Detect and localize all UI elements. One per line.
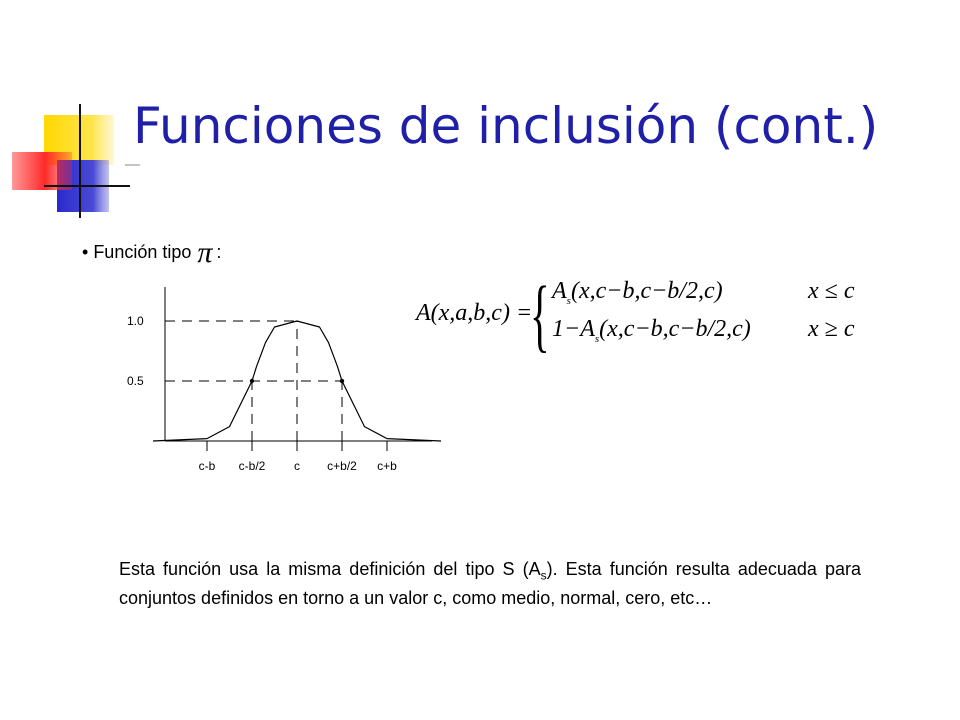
para-part2: ). Esta función resulta adecuada para conjuntos definidos en torno a un valor c, como medio, normal, cero, etc…	[119, 559, 861, 608]
page-title: Funciones de inclusión (cont.)	[133, 97, 879, 155]
x-tick-label: c	[294, 459, 300, 473]
case1-prefix: A	[552, 278, 567, 304]
case1-args: (x,c−b,c−b/2,c)	[570, 278, 723, 304]
case2-sub: s	[594, 333, 600, 345]
formula-cond-2: x ≥ c	[808, 316, 855, 342]
formula-brace: {	[530, 269, 550, 360]
crossover-point	[340, 379, 344, 383]
case2-prefix: 1−A	[552, 316, 595, 342]
pi-symbol: π	[197, 236, 213, 269]
para-part1: Esta función usa la misma definición del tipo S (A	[119, 559, 541, 579]
crossover-point	[250, 379, 254, 383]
bullet-dot: •	[82, 242, 94, 262]
formula-lhs: A(x,a,b,c) =	[416, 300, 533, 326]
bullet-text: Función tipo	[93, 242, 192, 262]
case2-args: (x,c−b,c−b/2,c)	[599, 316, 751, 342]
x-tick-label: c-b/2	[238, 459, 266, 473]
y-tick-label: 1.0	[127, 314, 144, 328]
formula-case-1	[552, 278, 723, 307]
x-tick-label: c-b	[198, 459, 216, 473]
formula-case-2	[552, 316, 751, 345]
bullet-colon: :	[216, 242, 222, 262]
y-tick-label: 0.5	[127, 374, 144, 388]
formula-cond-1: x ≤ c	[808, 278, 855, 304]
case1-sub: s	[566, 295, 571, 307]
x-tick-label: c+b	[377, 459, 397, 473]
x-tick-label: c+b/2	[327, 459, 357, 473]
para-sub: s	[540, 568, 547, 583]
description-paragraph	[119, 556, 861, 611]
formula	[410, 269, 890, 360]
